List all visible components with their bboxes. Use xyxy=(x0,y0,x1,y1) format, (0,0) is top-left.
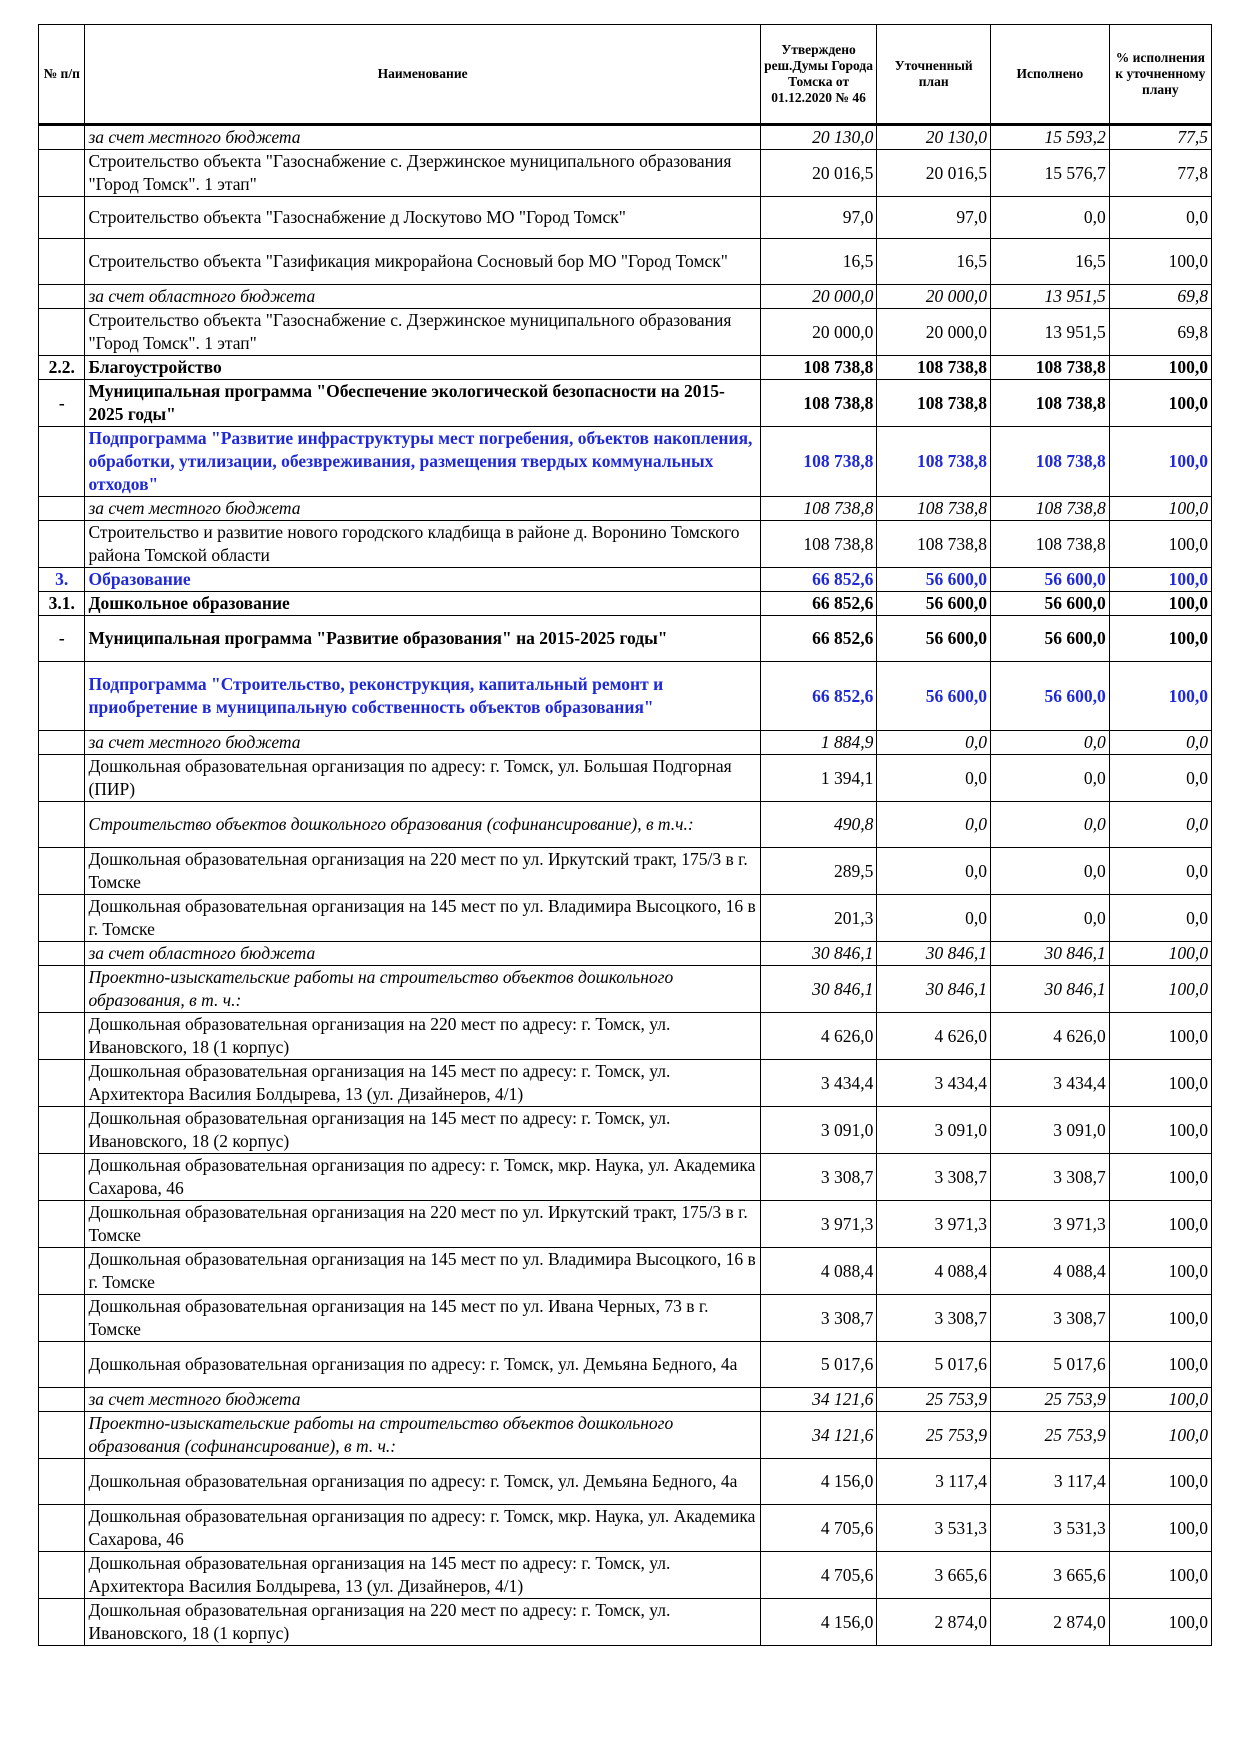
row-approved-cell: 20 016,5 xyxy=(760,150,877,197)
row-percent-cell: 0,0 xyxy=(1109,755,1211,802)
row-approved-cell: 30 846,1 xyxy=(760,942,877,966)
row-plan-cell: 20 016,5 xyxy=(877,150,991,197)
row-percent-cell: 100,0 xyxy=(1109,568,1211,592)
table-row xyxy=(39,1459,1212,1505)
header-percent: % исполнения к уточненному плану xyxy=(1109,25,1211,125)
row-approved-cell: 20 000,0 xyxy=(760,285,877,309)
row-executed-cell: 3 531,3 xyxy=(991,1505,1110,1552)
row-executed-cell: 0,0 xyxy=(991,895,1110,942)
row-name-cell: Дошкольная образовательная организация по адресу: г. Томск, ул. Большая Подгорная (ПИР) xyxy=(85,755,760,802)
row-percent-cell: 100,0 xyxy=(1109,239,1211,285)
row-number-cell xyxy=(39,521,85,568)
row-plan-cell: 3 434,4 xyxy=(877,1060,991,1107)
row-executed-cell: 56 600,0 xyxy=(991,592,1110,616)
row-name-cell: Строительство и развитие нового городского кладбища в районе д. Воронино Томского района Томской области xyxy=(85,521,760,568)
row-plan-cell: 108 738,8 xyxy=(877,380,991,427)
row-percent-cell: 0,0 xyxy=(1109,197,1211,239)
row-executed-cell: 0,0 xyxy=(991,848,1110,895)
row-number-cell xyxy=(39,942,85,966)
row-percent-cell: 100,0 xyxy=(1109,497,1211,521)
row-name-cell: Дошкольная образовательная организация на 220 мест по адресу: г. Томск, ул. Ивановского, 18 (1 корпус) xyxy=(85,1599,760,1646)
row-executed-cell: 3 117,4 xyxy=(991,1459,1110,1505)
row-percent-cell: 100,0 xyxy=(1109,1505,1211,1552)
row-name-cell: Дошкольная образовательная организация на 220 мест по адресу: г. Томск, ул. Ивановского, 18 (1 корпус) xyxy=(85,1013,760,1060)
row-approved-cell: 3 308,7 xyxy=(760,1295,877,1342)
row-approved-cell: 108 738,8 xyxy=(760,497,877,521)
table-row xyxy=(39,942,1212,966)
row-plan-cell: 0,0 xyxy=(877,895,991,942)
table-row xyxy=(39,616,1212,662)
row-approved-cell: 1 884,9 xyxy=(760,731,877,755)
row-percent-cell: 100,0 xyxy=(1109,1060,1211,1107)
table-row xyxy=(39,848,1212,895)
row-executed-cell: 108 738,8 xyxy=(991,380,1110,427)
row-name-cell: Образование xyxy=(85,568,760,592)
row-percent-cell: 100,0 xyxy=(1109,1154,1211,1201)
row-executed-cell: 3 434,4 xyxy=(991,1060,1110,1107)
row-number-cell xyxy=(39,1599,85,1646)
row-percent-cell: 100,0 xyxy=(1109,1342,1211,1388)
row-executed-cell: 13 951,5 xyxy=(991,309,1110,356)
row-name-cell: Дошкольная образовательная организация на 145 мест по адресу: г. Томск, ул. Архитектора Василия Болдырева, 13 (ул. Дизайнеров, 4/1) xyxy=(85,1060,760,1107)
row-approved-cell: 4 156,0 xyxy=(760,1599,877,1646)
row-name-cell: Дошкольная образовательная организация на 220 мест по ул. Иркутский тракт, 175/3 в г. Томске xyxy=(85,1201,760,1248)
row-name-cell: Проектно-изыскательские работы на строительство объектов дошкольного образования, в т. ч.: xyxy=(85,966,760,1013)
row-percent-cell: 100,0 xyxy=(1109,521,1211,568)
row-plan-cell: 3 665,6 xyxy=(877,1552,991,1599)
row-percent-cell: 0,0 xyxy=(1109,802,1211,848)
table-row xyxy=(39,380,1212,427)
row-plan-cell: 56 600,0 xyxy=(877,616,991,662)
row-approved-cell: 108 738,8 xyxy=(760,521,877,568)
row-plan-cell: 25 753,9 xyxy=(877,1412,991,1459)
table-row xyxy=(39,568,1212,592)
table-row xyxy=(39,1248,1212,1295)
row-executed-cell: 56 600,0 xyxy=(991,568,1110,592)
row-name-cell: за счет местного бюджета xyxy=(85,497,760,521)
row-number-cell xyxy=(39,1154,85,1201)
table-row xyxy=(39,895,1212,942)
table-row xyxy=(39,1201,1212,1248)
header-name: Наименование xyxy=(85,25,760,125)
row-percent-cell: 69,8 xyxy=(1109,285,1211,309)
row-executed-cell: 25 753,9 xyxy=(991,1412,1110,1459)
row-number-cell: - xyxy=(39,380,85,427)
row-plan-cell: 56 600,0 xyxy=(877,662,991,731)
row-number-cell xyxy=(39,285,85,309)
table-row xyxy=(39,1412,1212,1459)
row-plan-cell: 3 971,3 xyxy=(877,1201,991,1248)
table-row xyxy=(39,1505,1212,1552)
row-number-cell xyxy=(39,1505,85,1552)
row-executed-cell: 15 593,2 xyxy=(991,125,1110,150)
row-approved-cell: 289,5 xyxy=(760,848,877,895)
row-percent-cell: 0,0 xyxy=(1109,848,1211,895)
row-approved-cell: 108 738,8 xyxy=(760,427,877,497)
row-number-cell xyxy=(39,1060,85,1107)
row-plan-cell: 56 600,0 xyxy=(877,592,991,616)
row-approved-cell: 5 017,6 xyxy=(760,1342,877,1388)
row-name-cell: Дошкольная образовательная организация по адресу: г. Томск, мкр. Наука, ул. Академика Сахарова, 46 xyxy=(85,1505,760,1552)
table-row xyxy=(39,150,1212,197)
row-percent-cell: 69,8 xyxy=(1109,309,1211,356)
row-approved-cell: 3 434,4 xyxy=(760,1060,877,1107)
row-name-cell: Дошкольная образовательная организация по адресу: г. Томск, ул. Демьяна Бедного, 4а xyxy=(85,1342,760,1388)
row-plan-cell: 108 738,8 xyxy=(877,521,991,568)
row-name-cell: за счет местного бюджета xyxy=(85,125,760,150)
table-row xyxy=(39,662,1212,731)
row-number-cell: 2.2. xyxy=(39,356,85,380)
row-percent-cell: 100,0 xyxy=(1109,942,1211,966)
row-approved-cell: 1 394,1 xyxy=(760,755,877,802)
row-percent-cell: 100,0 xyxy=(1109,380,1211,427)
row-name-cell: Дошкольная образовательная организация на 145 мест по ул. Владимира Высоцкого, 16 в г. Томске xyxy=(85,1248,760,1295)
row-approved-cell: 66 852,6 xyxy=(760,568,877,592)
row-plan-cell: 20 000,0 xyxy=(877,309,991,356)
row-name-cell: Дошкольная образовательная организация на 145 мест по адресу: г. Томск, ул. Ивановского, 18 (2 корпус) xyxy=(85,1107,760,1154)
row-plan-cell: 20 130,0 xyxy=(877,125,991,150)
row-percent-cell: 100,0 xyxy=(1109,1295,1211,1342)
row-approved-cell: 66 852,6 xyxy=(760,616,877,662)
row-name-cell: Дошкольное образование xyxy=(85,592,760,616)
row-executed-cell: 16,5 xyxy=(991,239,1110,285)
header-number: № п/п xyxy=(39,25,85,125)
row-percent-cell: 100,0 xyxy=(1109,1248,1211,1295)
row-plan-cell: 0,0 xyxy=(877,848,991,895)
row-executed-cell: 25 753,9 xyxy=(991,1388,1110,1412)
row-name-cell: Муниципальная программа "Обеспечение экологической безопасности на 2015-2025 годы" xyxy=(85,380,760,427)
row-number-cell: 3.1. xyxy=(39,592,85,616)
row-name-cell: за счет областного бюджета xyxy=(85,285,760,309)
table-row xyxy=(39,1060,1212,1107)
row-executed-cell: 5 017,6 xyxy=(991,1342,1110,1388)
table-row xyxy=(39,1013,1212,1060)
budget-execution-table xyxy=(38,24,1212,1646)
row-name-cell: Подпрограмма "Развитие инфраструктуры мест погребения, объектов накопления, обработки, утилизации, обезвреживания, размещения твердых коммунальных отходов" xyxy=(85,427,760,497)
row-number-cell xyxy=(39,1013,85,1060)
row-name-cell: за счет местного бюджета xyxy=(85,731,760,755)
row-plan-cell: 0,0 xyxy=(877,731,991,755)
row-executed-cell: 0,0 xyxy=(991,802,1110,848)
row-name-cell: за счет областного бюджета xyxy=(85,942,760,966)
row-percent-cell: 100,0 xyxy=(1109,1552,1211,1599)
row-approved-cell: 4 626,0 xyxy=(760,1013,877,1060)
row-plan-cell: 0,0 xyxy=(877,802,991,848)
row-approved-cell: 3 091,0 xyxy=(760,1107,877,1154)
row-number-cell xyxy=(39,309,85,356)
row-plan-cell: 0,0 xyxy=(877,755,991,802)
row-percent-cell: 100,0 xyxy=(1109,356,1211,380)
row-number-cell xyxy=(39,802,85,848)
table-row xyxy=(39,1154,1212,1201)
row-name-cell: Дошкольная образовательная организация по адресу: г. Томск, ул. Демьяна Бедного, 4а xyxy=(85,1459,760,1505)
row-executed-cell: 108 738,8 xyxy=(991,356,1110,380)
row-percent-cell: 100,0 xyxy=(1109,1388,1211,1412)
table-row xyxy=(39,802,1212,848)
row-executed-cell: 2 874,0 xyxy=(991,1599,1110,1646)
header-executed: Исполнено xyxy=(991,25,1110,125)
table-row xyxy=(39,356,1212,380)
row-executed-cell: 15 576,7 xyxy=(991,150,1110,197)
row-number-cell xyxy=(39,197,85,239)
row-number-cell: 3. xyxy=(39,568,85,592)
row-executed-cell: 108 738,8 xyxy=(991,427,1110,497)
table-body xyxy=(39,125,1212,1646)
row-approved-cell: 20 130,0 xyxy=(760,125,877,150)
table-row xyxy=(39,966,1212,1013)
row-number-cell xyxy=(39,1388,85,1412)
table-row xyxy=(39,521,1212,568)
row-plan-cell: 20 000,0 xyxy=(877,285,991,309)
table-row xyxy=(39,125,1212,150)
row-approved-cell: 66 852,6 xyxy=(760,592,877,616)
row-name-cell: Дошкольная образовательная организация по адресу: г. Томск, мкр. Наука, ул. Академика Сахарова, 46 xyxy=(85,1154,760,1201)
row-number-cell xyxy=(39,497,85,521)
row-name-cell: Строительство объекта "Газоснабжение д Лоскутово МО "Город Томск" xyxy=(85,197,760,239)
row-number-cell xyxy=(39,1248,85,1295)
row-percent-cell: 100,0 xyxy=(1109,1599,1211,1646)
row-executed-cell: 4 088,4 xyxy=(991,1248,1110,1295)
header-plan: Уточненный план xyxy=(877,25,991,125)
row-approved-cell: 201,3 xyxy=(760,895,877,942)
row-executed-cell: 3 665,6 xyxy=(991,1552,1110,1599)
row-number-cell xyxy=(39,239,85,285)
row-plan-cell: 97,0 xyxy=(877,197,991,239)
row-percent-cell: 100,0 xyxy=(1109,1013,1211,1060)
row-name-cell: Дошкольная образовательная организация на 220 мест по ул. Иркутский тракт, 175/3 в г. Томске xyxy=(85,848,760,895)
row-name-cell: Благоустройство xyxy=(85,356,760,380)
row-percent-cell: 77,5 xyxy=(1109,125,1211,150)
row-executed-cell: 56 600,0 xyxy=(991,662,1110,731)
row-number-cell xyxy=(39,427,85,497)
row-percent-cell: 0,0 xyxy=(1109,895,1211,942)
row-percent-cell: 100,0 xyxy=(1109,1459,1211,1505)
row-percent-cell: 100,0 xyxy=(1109,966,1211,1013)
table-row xyxy=(39,1388,1212,1412)
row-approved-cell: 108 738,8 xyxy=(760,380,877,427)
row-plan-cell: 4 626,0 xyxy=(877,1013,991,1060)
table-row xyxy=(39,1599,1212,1646)
row-number-cell xyxy=(39,731,85,755)
header-approved: Утверждено реш.Думы Города Томска от 01.12.2020 № 46 xyxy=(760,25,877,125)
row-approved-cell: 3 971,3 xyxy=(760,1201,877,1248)
row-plan-cell: 30 846,1 xyxy=(877,942,991,966)
row-number-cell xyxy=(39,1201,85,1248)
row-executed-cell: 30 846,1 xyxy=(991,966,1110,1013)
row-plan-cell: 3 531,3 xyxy=(877,1505,991,1552)
row-executed-cell: 3 971,3 xyxy=(991,1201,1110,1248)
row-name-cell: Строительство объекта "Газоснабжение с. Дзержинское муниципального образования "Город Томск". 1 этап" xyxy=(85,150,760,197)
row-plan-cell: 5 017,6 xyxy=(877,1342,991,1388)
row-executed-cell: 3 091,0 xyxy=(991,1107,1110,1154)
row-number-cell xyxy=(39,1107,85,1154)
row-number-cell xyxy=(39,125,85,150)
row-approved-cell: 4 156,0 xyxy=(760,1459,877,1505)
row-approved-cell: 108 738,8 xyxy=(760,356,877,380)
row-approved-cell: 34 121,6 xyxy=(760,1388,877,1412)
row-plan-cell: 25 753,9 xyxy=(877,1388,991,1412)
row-number-cell xyxy=(39,1412,85,1459)
row-percent-cell: 100,0 xyxy=(1109,662,1211,731)
row-executed-cell: 56 600,0 xyxy=(991,616,1110,662)
row-executed-cell: 0,0 xyxy=(991,197,1110,239)
table-row xyxy=(39,755,1212,802)
row-name-cell: Проектно-изыскательские работы на строительство объектов дошкольного образования (софинансирование), в т. ч.: xyxy=(85,1412,760,1459)
row-name-cell: Строительство объекта "Газоснабжение с. Дзержинское муниципального образования "Город Томск". 1 этап" xyxy=(85,309,760,356)
table-row xyxy=(39,427,1212,497)
table-row xyxy=(39,309,1212,356)
row-approved-cell: 34 121,6 xyxy=(760,1412,877,1459)
table-row xyxy=(39,285,1212,309)
row-executed-cell: 0,0 xyxy=(991,731,1110,755)
row-number-cell xyxy=(39,966,85,1013)
row-plan-cell: 3 308,7 xyxy=(877,1154,991,1201)
row-plan-cell: 16,5 xyxy=(877,239,991,285)
table-row xyxy=(39,239,1212,285)
row-percent-cell: 100,0 xyxy=(1109,616,1211,662)
row-percent-cell: 77,8 xyxy=(1109,150,1211,197)
row-number-cell: - xyxy=(39,616,85,662)
row-plan-cell: 108 738,8 xyxy=(877,497,991,521)
row-number-cell xyxy=(39,662,85,731)
row-percent-cell: 100,0 xyxy=(1109,1412,1211,1459)
row-executed-cell: 13 951,5 xyxy=(991,285,1110,309)
table-row xyxy=(39,197,1212,239)
table-row xyxy=(39,731,1212,755)
row-name-cell: Строительство объекта "Газификация микрорайона Сосновый бор МО "Город Томск" xyxy=(85,239,760,285)
row-approved-cell: 4 705,6 xyxy=(760,1505,877,1552)
row-approved-cell: 97,0 xyxy=(760,197,877,239)
row-number-cell xyxy=(39,755,85,802)
row-executed-cell: 108 738,8 xyxy=(991,497,1110,521)
row-approved-cell: 16,5 xyxy=(760,239,877,285)
table-row xyxy=(39,1342,1212,1388)
row-percent-cell: 100,0 xyxy=(1109,427,1211,497)
row-approved-cell: 66 852,6 xyxy=(760,662,877,731)
row-plan-cell: 108 738,8 xyxy=(877,356,991,380)
row-approved-cell: 4 088,4 xyxy=(760,1248,877,1295)
row-percent-cell: 100,0 xyxy=(1109,1107,1211,1154)
row-approved-cell: 20 000,0 xyxy=(760,309,877,356)
row-number-cell xyxy=(39,150,85,197)
row-name-cell: Муниципальная программа "Развитие образования" на 2015-2025 годы" xyxy=(85,616,760,662)
row-plan-cell: 3 117,4 xyxy=(877,1459,991,1505)
row-approved-cell: 30 846,1 xyxy=(760,966,877,1013)
table-row xyxy=(39,497,1212,521)
row-name-cell: Строительство объектов дошкольного образования (софинансирование), в т.ч.: xyxy=(85,802,760,848)
row-name-cell: Дошкольная образовательная организация на 145 мест по ул. Ивана Черных, 73 в г. Томске xyxy=(85,1295,760,1342)
row-executed-cell: 3 308,7 xyxy=(991,1295,1110,1342)
row-executed-cell: 30 846,1 xyxy=(991,942,1110,966)
row-name-cell: Дошкольная образовательная организация на 145 мест по ул. Владимира Высоцкого, 16 в г. Томске xyxy=(85,895,760,942)
row-executed-cell: 108 738,8 xyxy=(991,521,1110,568)
table-row xyxy=(39,1295,1212,1342)
table-header xyxy=(39,25,1212,125)
row-approved-cell: 490,8 xyxy=(760,802,877,848)
row-number-cell xyxy=(39,895,85,942)
row-number-cell xyxy=(39,1552,85,1599)
row-plan-cell: 3 308,7 xyxy=(877,1295,991,1342)
row-percent-cell: 100,0 xyxy=(1109,1201,1211,1248)
row-executed-cell: 0,0 xyxy=(991,755,1110,802)
row-percent-cell: 0,0 xyxy=(1109,731,1211,755)
row-number-cell xyxy=(39,1295,85,1342)
row-approved-cell: 3 308,7 xyxy=(760,1154,877,1201)
row-percent-cell: 100,0 xyxy=(1109,592,1211,616)
row-number-cell xyxy=(39,848,85,895)
row-plan-cell: 4 088,4 xyxy=(877,1248,991,1295)
table-row xyxy=(39,1107,1212,1154)
row-executed-cell: 3 308,7 xyxy=(991,1154,1110,1201)
table-row xyxy=(39,1552,1212,1599)
row-plan-cell: 30 846,1 xyxy=(877,966,991,1013)
row-plan-cell: 2 874,0 xyxy=(877,1599,991,1646)
row-number-cell xyxy=(39,1342,85,1388)
row-number-cell xyxy=(39,1459,85,1505)
row-name-cell: за счет местного бюджета xyxy=(85,1388,760,1412)
row-name-cell: Дошкольная образовательная организация на 145 мест по адресу: г. Томск, ул. Архитектора Василия Болдырева, 13 (ул. Дизайнеров, 4/1) xyxy=(85,1552,760,1599)
row-name-cell: Подпрограмма "Строительство, реконструкция, капитальный ремонт и приобретение в муниципальную собственность объектов образования" xyxy=(85,662,760,731)
table-row xyxy=(39,592,1212,616)
row-approved-cell: 4 705,6 xyxy=(760,1552,877,1599)
row-plan-cell: 3 091,0 xyxy=(877,1107,991,1154)
row-executed-cell: 4 626,0 xyxy=(991,1013,1110,1060)
row-plan-cell: 108 738,8 xyxy=(877,427,991,497)
row-plan-cell: 56 600,0 xyxy=(877,568,991,592)
